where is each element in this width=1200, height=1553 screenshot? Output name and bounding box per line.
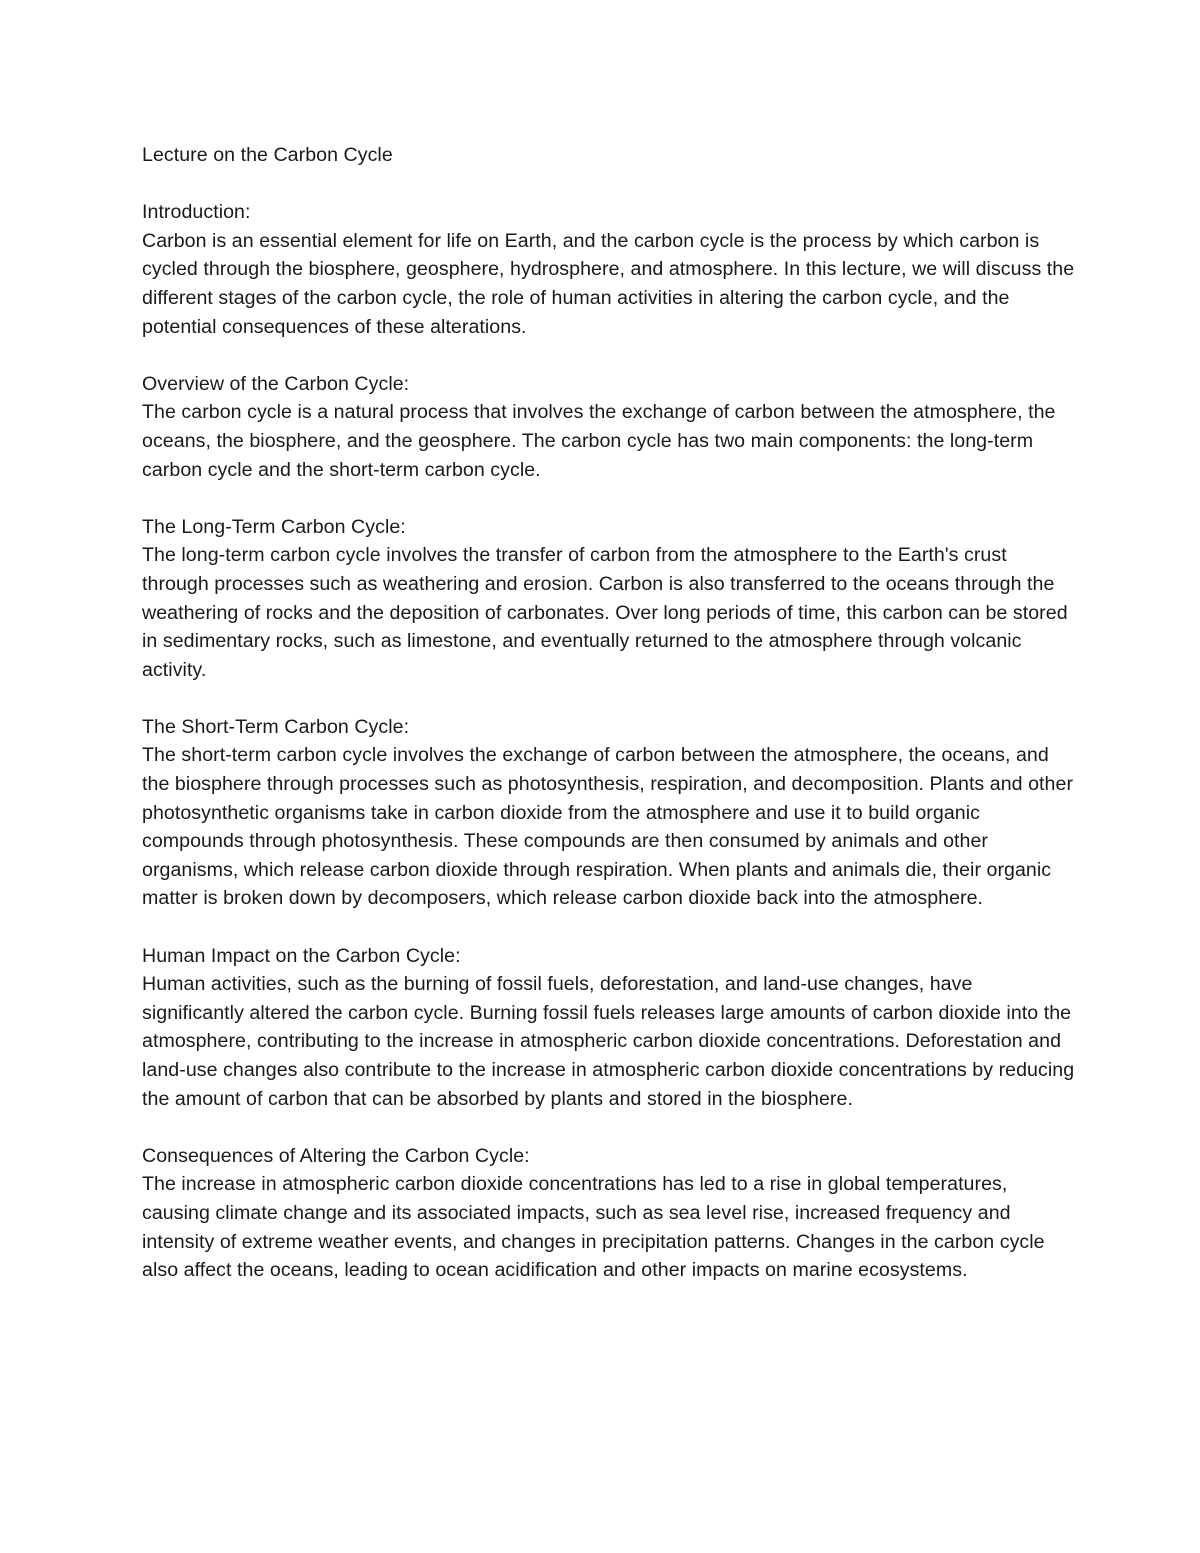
section-human-impact xyxy=(142,942,1077,1114)
document-page xyxy=(142,141,1077,1285)
section-heading: Human Impact on the Carbon Cycle: xyxy=(142,944,461,967)
section-body: The long-term carbon cycle involves the transfer of carbon from the atmosphere to the Earth's crust through processes such as weathering and erosion. Carbon is also transferred to the oceans through the weathering of rocks and the deposition of carbonates. Over long periods of time, this carbon can be stored in sedimentary rocks, such as limestone, and eventually returned to the atmosphere through volcanic activity. xyxy=(142,544,1068,681)
section-heading: Consequences of Altering the Carbon Cycle: xyxy=(142,1144,530,1167)
section-short-term-cycle xyxy=(142,713,1077,913)
section-long-term-cycle xyxy=(142,513,1077,685)
document-title: Lecture on the Carbon Cycle xyxy=(142,144,393,166)
section-body: Human activities, such as the burning of fossil fuels, deforestation, and land-use changes, have significantly altered the carbon cycle. Burning fossil fuels releases large amounts of carbon dioxide into the atmosphere, contributing to the increase in atmospheric carbon dioxide concentrations. Deforestation and land-use changes also contribute to the increase in atmospheric carbon dioxide concentrations by reducing the amount of carbon that can be absorbed by plants and stored in the biosphere. xyxy=(142,973,1075,1110)
section-body: The carbon cycle is a natural process that involves the exchange of carbon between the atmosphere, the oceans, the biosphere, and the geosphere. The carbon cycle has two main components: the long-term carbon cycle and the short-term carbon cycle. xyxy=(142,401,1056,481)
section-introduction xyxy=(142,198,1077,341)
section-body: The short-term carbon cycle involves the exchange of carbon between the atmosphere, the oceans, and the biosphere through processes such as photosynthesis, respiration, and decomposition. Plants and other photosynthetic organisms take in carbon dioxide from the atmosphere and use it to build organic compounds through photosynthesis. These compounds are then consumed by animals and other organisms, which release carbon dioxide through respiration. When plants and animals die, their organic matter is broken down by decomposers, which release carbon dioxide back into the atmosphere. xyxy=(142,744,1074,910)
section-heading: Introduction: xyxy=(142,201,251,224)
section-heading: Overview of the Carbon Cycle: xyxy=(142,372,410,395)
section-overview xyxy=(142,370,1077,484)
section-heading: The Short-Term Carbon Cycle: xyxy=(142,715,410,738)
section-body: The increase in atmospheric carbon dioxide concentrations has led to a rise in global temperatures, causing climate change and its associated impacts, such as sea level rise, increased frequency and intensity of extreme weather events, and changes in precipitation patterns. Changes in the carbon cycle also affect the oceans, leading to ocean acidification and other impacts on marine ecosystems. xyxy=(142,1173,1045,1282)
section-heading: The Long-Term Carbon Cycle: xyxy=(142,515,406,538)
section-consequences xyxy=(142,1142,1077,1285)
section-body: Carbon is an essential element for life on Earth, and the carbon cycle is the process by which carbon is cycled through the biosphere, geosphere, hydrosphere, and atmosphere. In this lecture, we will discuss the different stages of the carbon cycle, the role of human activities in altering the carbon cycle, and the potential consequences of these alterations. xyxy=(142,229,1075,338)
